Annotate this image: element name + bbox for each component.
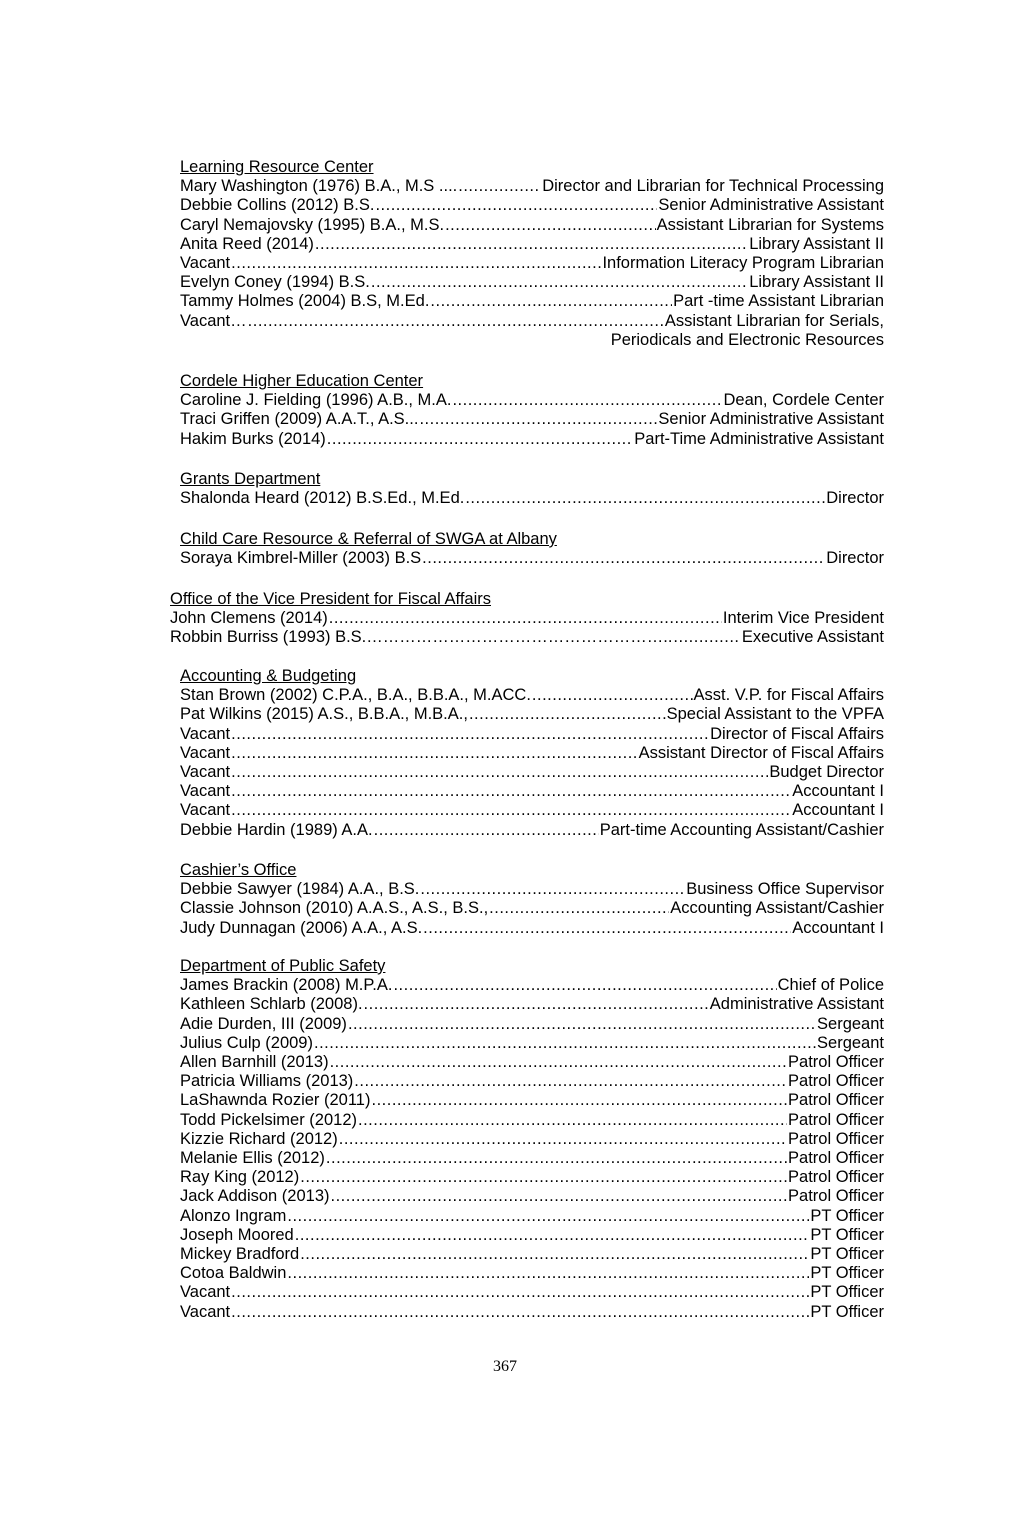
staff-entry xyxy=(180,235,884,254)
staff-name: Vacant xyxy=(180,724,231,743)
staff-name: Evelyn Coney (1994) B.S. xyxy=(180,273,370,292)
staff-title: PT Officer xyxy=(810,1283,884,1302)
staff-title: PT Officer xyxy=(810,1264,884,1283)
staff-title: Patrol Officer xyxy=(788,1053,884,1072)
dot-leader xyxy=(339,1130,787,1149)
section-heading: Accounting & Budgeting xyxy=(180,667,357,685)
staff-title: Patrol Officer xyxy=(788,1168,884,1187)
staff-entry xyxy=(180,1283,884,1302)
staff-entry xyxy=(180,1034,884,1053)
dot-leader xyxy=(300,1168,787,1187)
staff-title: Accountant I xyxy=(792,918,884,937)
staff-entry xyxy=(180,254,884,273)
staff-name: Todd Pickelsimer (2012) xyxy=(180,1110,357,1129)
dot-leader xyxy=(489,899,669,918)
staff-entry xyxy=(180,1149,884,1168)
staff-title: Senior Administrative Assistant xyxy=(658,196,884,215)
dot-leader xyxy=(393,976,776,995)
dot-leader xyxy=(300,1245,809,1264)
staff-name: Vacant xyxy=(180,782,231,801)
staff-entry xyxy=(180,995,884,1014)
staff-title: Patrol Officer xyxy=(788,1072,884,1091)
dot-leader xyxy=(430,292,672,311)
staff-title: PT Officer xyxy=(810,1206,884,1225)
staff-entry xyxy=(180,312,884,331)
section-heading: Cordele Higher Education Center xyxy=(180,372,424,390)
dot-leader xyxy=(375,196,657,215)
staff-name: Vacant xyxy=(180,1302,231,1321)
staff-name: Kizzie Richard (2012) xyxy=(180,1129,338,1148)
staff-name: Vacant xyxy=(180,801,231,820)
staff-name: Allen Barnhill (2013) xyxy=(180,1053,329,1072)
staff-name: Jack Addison (2013) xyxy=(180,1187,330,1206)
staff-title: Sergeant xyxy=(817,1014,884,1033)
section-2 xyxy=(180,470,884,508)
staff-entry xyxy=(170,628,884,647)
dot-leader xyxy=(248,312,664,331)
staff-entry xyxy=(180,273,884,292)
staff-entry xyxy=(180,196,884,215)
section-5 xyxy=(180,667,884,840)
staff-name: Vacant xyxy=(180,1283,231,1302)
staff-entry xyxy=(180,430,884,449)
staff-entry xyxy=(180,1091,884,1110)
section-heading: Learning Resource Center xyxy=(180,158,374,176)
section-heading: Cashier’s Office xyxy=(180,861,297,879)
staff-entry xyxy=(180,1130,884,1149)
staff-entry xyxy=(180,1303,884,1322)
staff-name: Julius Culp (2009) xyxy=(180,1033,313,1052)
section-heading: Office of the Vice President for Fiscal Affairs xyxy=(170,590,491,608)
staff-title: Budget Director xyxy=(769,763,884,782)
title-continuation: Periodicals and Electronic Resources xyxy=(610,330,884,349)
staff-title: PT Officer xyxy=(810,1225,884,1244)
staff-title: Patrol Officer xyxy=(788,1091,884,1110)
staff-entry xyxy=(170,609,884,628)
staff-entry xyxy=(180,1207,884,1226)
staff-name: Melanie Ellis (2012) xyxy=(180,1149,325,1168)
staff-entry xyxy=(180,1111,884,1130)
section-0 xyxy=(180,158,884,350)
staff-name: Hakim Burks (2014) xyxy=(180,429,326,448)
dot-leader xyxy=(371,1091,787,1110)
dot-leader xyxy=(330,1053,787,1072)
staff-name: Tammy Holmes (2004) B.S, M.Ed. xyxy=(180,292,430,311)
staff-name: Classie Johnson (2010) A.A.S., A.S., B.S., xyxy=(180,899,489,918)
dot-leader xyxy=(422,549,825,568)
staff-title: Part -time Assistant Librarian xyxy=(673,292,884,311)
dot-leader xyxy=(420,880,685,899)
staff-title: Administrative Assistant xyxy=(709,995,884,1014)
staff-entry xyxy=(180,216,884,235)
dot-leader xyxy=(458,177,541,196)
staff-entry xyxy=(180,1015,884,1034)
staff-name: Debbie Collins (2012) B.S. xyxy=(180,196,375,215)
staff-entry xyxy=(180,976,884,995)
staff-entry xyxy=(180,1072,884,1091)
staff-title: PT Officer xyxy=(810,1302,884,1321)
dot-leader xyxy=(469,705,666,724)
section-4 xyxy=(170,590,884,648)
staff-name: Robbin Burriss (1993) B.S.……………………………………………….. xyxy=(170,628,673,647)
staff-title: Executive Assistant xyxy=(741,628,884,647)
staff-title: Director xyxy=(826,489,884,508)
section-heading: Department of Public Safety xyxy=(180,957,386,975)
staff-name: Debbie Hardin (1989) A.A. xyxy=(180,820,373,839)
staff-name: Vacant… xyxy=(180,311,247,330)
staff-entry xyxy=(180,391,884,410)
staff-title: Chief of Police xyxy=(777,976,884,995)
staff-name: Soraya Kimbrel-Miller (2003) B.S xyxy=(180,549,422,568)
staff-name: Ray King (2012) xyxy=(180,1168,300,1187)
dot-leader xyxy=(314,1034,816,1053)
staff-entry xyxy=(180,763,884,782)
staff-entry xyxy=(180,1187,884,1206)
staff-title: Patrol Officer xyxy=(788,1129,884,1148)
dot-leader xyxy=(348,1015,816,1034)
staff-title: Patrol Officer xyxy=(788,1110,884,1129)
staff-title: Assistant Librarian for Serials, xyxy=(664,311,884,330)
staff-title: PT Officer xyxy=(810,1245,884,1264)
dot-leader xyxy=(287,1207,809,1226)
staff-title: Dean, Cordele Center xyxy=(723,391,884,410)
staff-name: James Brackin (2008) M.P.A. xyxy=(180,976,393,995)
dot-leader xyxy=(231,254,601,273)
staff-name: John Clemens (2014) xyxy=(170,609,328,628)
staff-title: Sergeant xyxy=(817,1033,884,1052)
staff-name: Traci Griffen (2009) A.A.T., A.S... xyxy=(180,410,419,429)
staff-name: Patricia Williams (2013) xyxy=(180,1072,354,1091)
dot-leader xyxy=(231,801,791,820)
staff-name: Caryl Nemajovsky (1995) B.A., M.S. xyxy=(180,215,445,234)
staff-name: Vacant xyxy=(180,743,231,762)
section-1 xyxy=(180,372,884,449)
dot-leader xyxy=(419,410,657,429)
staff-title: Accountant I xyxy=(792,782,884,801)
staff-title: Library Assistant II xyxy=(749,234,884,253)
staff-entry xyxy=(180,686,884,705)
dot-leader xyxy=(231,763,768,782)
staff-entry xyxy=(180,705,884,724)
staff-title: Assistant Librarian for Systems xyxy=(656,215,884,234)
staff-title: Asst. V.P. for Fiscal Affairs xyxy=(693,686,884,705)
dot-leader xyxy=(326,1149,787,1168)
section-3 xyxy=(180,530,884,568)
staff-entry xyxy=(180,1168,884,1187)
staff-title: Assistant Director of Fiscal Affairs xyxy=(638,743,884,762)
staff-name: Anita Reed (2014) xyxy=(180,234,314,253)
staff-name: Caroline J. Fielding (1996) A.B., M.A. xyxy=(180,391,452,410)
staff-title: Library Assistant II xyxy=(749,273,884,292)
staff-entry xyxy=(180,489,884,508)
section-7 xyxy=(180,957,884,1322)
staff-name: Judy Dunnagan (2006) A.A., A.S. xyxy=(180,918,423,937)
dot-leader xyxy=(231,782,791,801)
dot-leader xyxy=(452,391,722,410)
staff-entry xyxy=(180,1053,884,1072)
staff-name: Shalonda Heard (2012) B.S.Ed., M.Ed. xyxy=(180,489,465,508)
staff-entry xyxy=(180,725,884,744)
staff-name: Joseph Moored xyxy=(180,1225,294,1244)
staff-title: Business Office Supervisor xyxy=(686,880,884,899)
staff-title: Interim Vice President xyxy=(722,609,884,628)
staff-title: Patrol Officer xyxy=(788,1149,884,1168)
dot-leader xyxy=(371,273,748,292)
staff-name: Vacant xyxy=(180,763,231,782)
staff-entry xyxy=(180,821,884,840)
staff-entry xyxy=(180,177,884,196)
staff-entry xyxy=(180,782,884,801)
staff-name: Vacant xyxy=(180,254,231,273)
staff-name: LaShawnda Rozier (2011) xyxy=(180,1091,371,1110)
staff-name: Cotoa Baldwin xyxy=(180,1264,287,1283)
dot-leader xyxy=(231,744,637,763)
staff-name: Alonzo Ingram xyxy=(180,1206,287,1225)
staff-title: Accounting Assistant/Cashier xyxy=(670,899,884,918)
staff-title: Patrol Officer xyxy=(788,1187,884,1206)
dot-leader xyxy=(445,216,656,235)
staff-name: Mary Washington (1976) B.A., M.S .... xyxy=(180,177,458,196)
staff-title: Senior Administrative Assistant xyxy=(658,410,884,429)
staff-entry xyxy=(180,1226,884,1245)
staff-entry xyxy=(180,919,884,938)
dot-leader xyxy=(315,235,748,254)
staff-entry xyxy=(180,801,884,820)
staff-title: Special Assistant to the VPFA xyxy=(666,705,884,724)
dot-leader xyxy=(673,628,740,647)
section-heading: Child Care Resource & Referral of SWGA at Albany xyxy=(180,530,557,548)
dot-leader xyxy=(331,1187,788,1206)
dot-leader xyxy=(231,725,709,744)
staff-entry xyxy=(180,549,884,568)
staff-title: Part-time Accounting Assistant/Cashier xyxy=(599,820,884,839)
staff-name: Kathleen Schlarb (2008). xyxy=(180,995,363,1014)
staff-title: Information Literacy Program Librarian xyxy=(602,254,884,273)
dot-leader xyxy=(532,686,693,705)
staff-name: Stan Brown (2002) C.P.A., B.A., B.B.A., M.ACC. xyxy=(180,686,531,705)
staff-title: Part-Time Administrative Assistant xyxy=(634,429,884,448)
dot-leader xyxy=(354,1072,787,1091)
staff-name: Pat Wilkins (2015) A.S., B.B.A., M.B.A., xyxy=(180,705,468,724)
dot-leader xyxy=(374,821,599,840)
dot-leader xyxy=(287,1264,809,1283)
dot-leader xyxy=(423,919,791,938)
dot-leader xyxy=(231,1283,809,1302)
staff-title: Director of Fiscal Affairs xyxy=(710,724,884,743)
staff-entry xyxy=(180,899,884,918)
staff-entry xyxy=(180,1245,884,1264)
dot-leader xyxy=(295,1226,810,1245)
section-6 xyxy=(180,861,884,938)
staff-entry xyxy=(180,880,884,899)
staff-title: Director and Librarian for Technical Processing xyxy=(542,177,884,196)
staff-entry xyxy=(180,410,884,429)
staff-name: Mickey Bradford xyxy=(180,1245,300,1264)
dot-leader xyxy=(329,609,722,628)
staff-name: Debbie Sawyer (1984) A.A., B.S. xyxy=(180,880,420,899)
dot-leader xyxy=(231,1303,809,1322)
dot-leader xyxy=(465,489,825,508)
staff-title: Director xyxy=(826,549,884,568)
staff-entry xyxy=(180,744,884,763)
staff-name: Adie Durden, III (2009) xyxy=(180,1014,347,1033)
staff-entry xyxy=(180,1264,884,1283)
dot-leader xyxy=(327,430,633,449)
staff-entry xyxy=(180,292,884,311)
staff-title: Accountant I xyxy=(792,801,884,820)
page-number: 367 xyxy=(493,1358,517,1375)
dot-leader xyxy=(364,995,709,1014)
dot-leader xyxy=(358,1111,787,1130)
section-heading: Grants Department xyxy=(180,470,321,488)
